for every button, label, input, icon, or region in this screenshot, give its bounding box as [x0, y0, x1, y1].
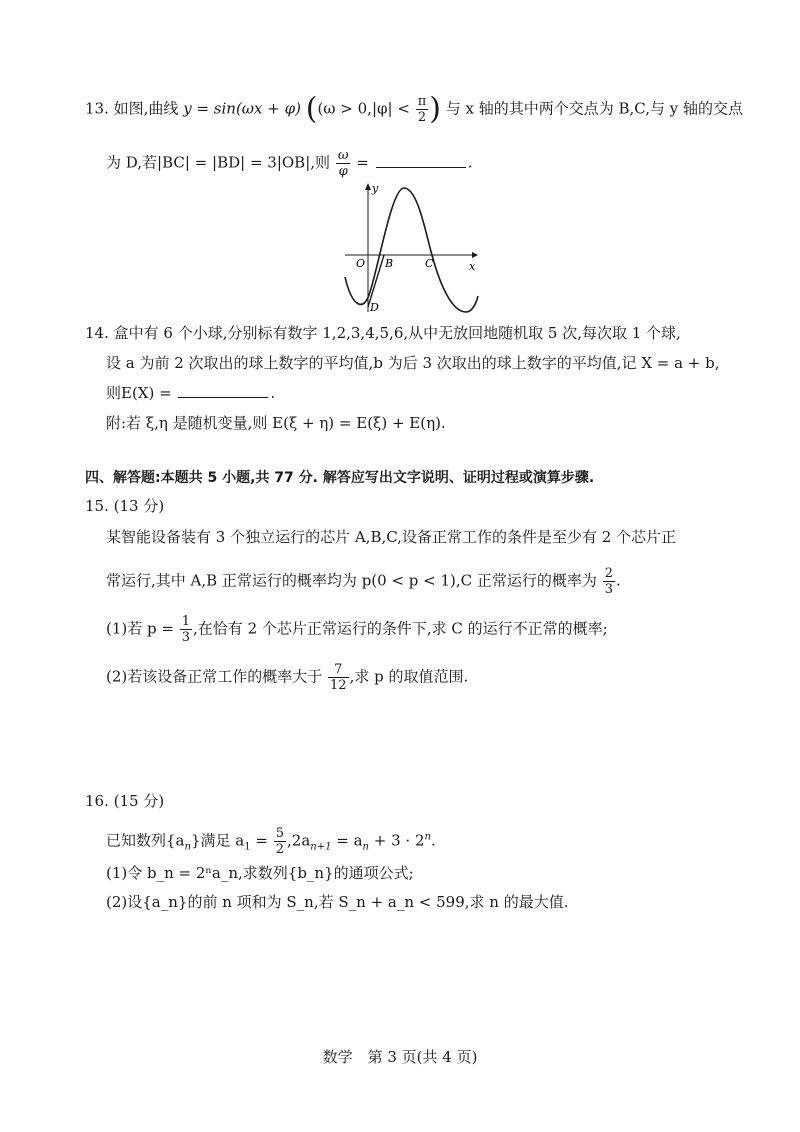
q13-number: 13. [85, 99, 109, 118]
label-x: x [469, 260, 476, 273]
label-d: D [370, 301, 379, 314]
sine-curve [345, 188, 478, 312]
q14-line1: 14. 盒中有 6 个小球,分别标有数字 1,2,3,4,5,6,从中无放回地随机取 5 次,每次取 1 个球, [85, 324, 681, 342]
label-c: C [425, 257, 434, 270]
q14-answer-blank[interactable] [178, 383, 268, 398]
q16-number: 16. (15 分) [85, 792, 165, 810]
q15-part2: (2)若该设备正常工作的概率大于 $\frac{7}{12}$ ,求 p 的取值范围. [106, 662, 469, 693]
q14-number: 14. [85, 324, 109, 342]
segment-bd [368, 255, 384, 307]
q14-line3: 则E(X) = . [106, 384, 276, 402]
q15-number: 15. (13 分) [85, 497, 165, 515]
label-y: y [372, 182, 379, 195]
q13-line1: 13. 如图,曲线 y = sin(ωx + φ) ((ω > 0,|φ| < $\frac{\pi}{2}$ ) 与 x 轴的其中两个交点为 B,C,与 y 轴的交点 [85, 91, 744, 127]
q15-fraction-1-3: $\frac{1}{3}$ [181, 614, 191, 645]
q16-part2: (2)设{a_n}的前 n 项和为 S_n,若 S_n + a_n < 599,求 n 的最大值. [106, 893, 569, 911]
q13-answer-blank[interactable] [376, 153, 466, 168]
q15-part1: (1)若 p = $\frac{1}{3}$ ,在恰有 2 个芯片正常运行的条件下,求 C 的运行不正常的概率; [106, 614, 608, 645]
q13-line2: 为 D,若|BC| = |BD| = 3|OB|,则 $\frac{\omega}{\varphi}$ = . [106, 148, 473, 179]
q15-line1: 某智能设备装有 3 个独立运行的芯片 A,B,C,设备正常工作的条件是至少有 2 个芯片正 [106, 528, 677, 546]
q15-fraction-7-12: $\frac{7}{12}$ [330, 662, 347, 693]
q15-fraction-2-3: $\frac{2}{3}$ [604, 566, 613, 597]
q16-part1: (1)令 b_n = 2ⁿa_n,求数列{b_n}的通项公式; [106, 864, 414, 882]
q16-line1: 已知数列$\{a_n\}$满足 $a_1$ = $\frac{5}{2}$ $,2a_{n+1} = a_n + 3 \cdot 2^n$. [106, 826, 436, 857]
q14-line2: 设 a 为前 2 次取出的球上数字的平均值,b 为后 3 次取出的球上数字的平均值,记 X = a + b, [106, 354, 720, 372]
q15-line2: 常运行,其中 A,B 正常运行的概率均为 p(0 < p < 1),C 正常运行的概率为 $\frac{2}{3}$ . [106, 566, 621, 597]
q13-fraction-omega-phi: $\frac{\omega}{\varphi}$ [337, 148, 349, 179]
x-axis-arrow [472, 252, 478, 258]
q14-note: 附:若 ξ,η 是随机变量,则 E(ξ + η) = E(ξ) + E(η). [106, 414, 446, 432]
label-o: O [356, 257, 366, 270]
section-heading: 四、解答题:本题共 5 小题,共 77 分. 解答应写出文字说明、证明过程或演算步骤. [85, 470, 595, 486]
q16-fraction-5-2: $\frac{5}{2}$ [275, 826, 285, 857]
q13-fraction-pi-2: $\frac{\pi}{2}$ [417, 94, 427, 125]
label-b: B [385, 257, 394, 270]
page-footer: 数学 第 3 页(共 4 页) [322, 1048, 478, 1066]
sine-curve-figure [340, 180, 480, 315]
y-axis-arrow [365, 183, 371, 190]
